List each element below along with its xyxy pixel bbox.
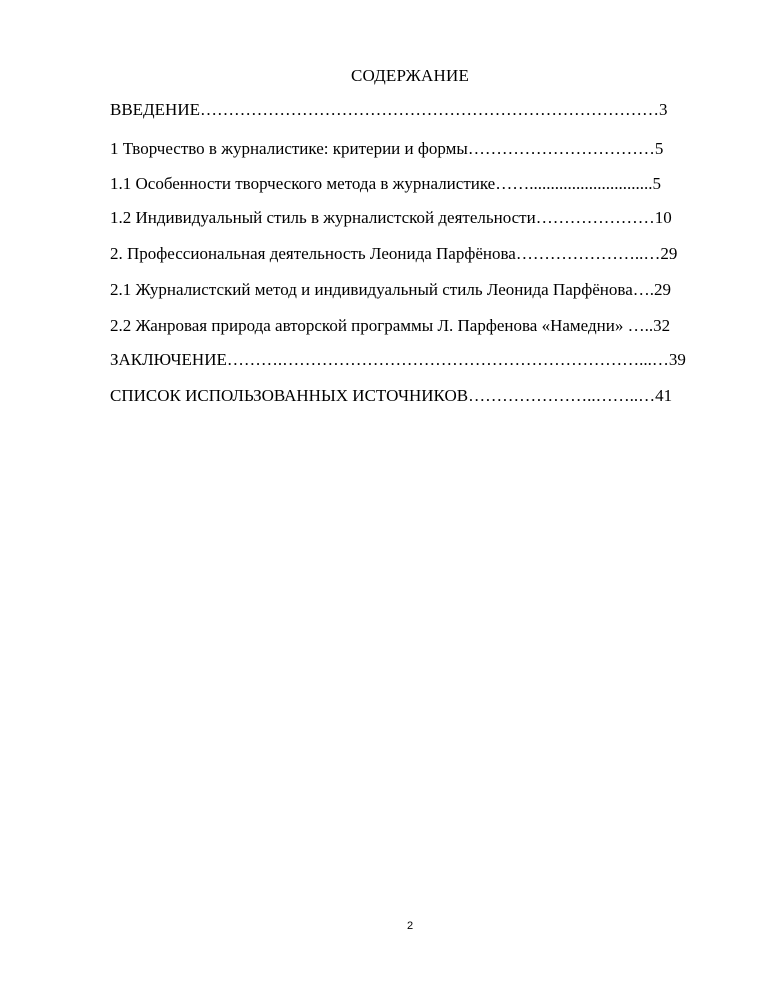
- toc-entry-section-1-1: 1.1 Особенности творческого метода в журналистике…….............................5: [110, 174, 661, 193]
- toc-entry-section-2-1: 2.1 Журналистский метод и индивидуальный стиль Леонида Парфёнова….29: [110, 280, 671, 299]
- toc-entry-chapter-1: 1 Творчество в журналистике: критерии и формы……………………………5: [110, 139, 664, 158]
- toc-entry-references: СПИСОК ИСПОЛЬЗОВАННЫХ ИСТОЧНИКОВ…………………..……..…41: [110, 386, 673, 405]
- toc-entry-chapter-2: 2. Профессиональная деятельность Леонида Парфёнова…………………..…29: [110, 244, 678, 263]
- toc-entry-section-1-2: 1.2 Индивидуальный стиль в журналистской деятельности…………………10: [110, 208, 672, 227]
- toc-entry-introduction: ВВЕДЕНИЕ………………………………………………………………………3: [110, 100, 668, 119]
- toc-entry-conclusion: ЗАКЛЮЧЕНИЕ……….………………………………………………………...…39: [110, 350, 686, 369]
- page-number: 2: [406, 920, 414, 932]
- toc-entry-section-2-2: 2.2 Жанровая природа авторской программы Л. Парфенова «Намедни» …..32: [110, 316, 671, 335]
- toc-title: СОДЕРЖАНИЕ: [350, 66, 470, 85]
